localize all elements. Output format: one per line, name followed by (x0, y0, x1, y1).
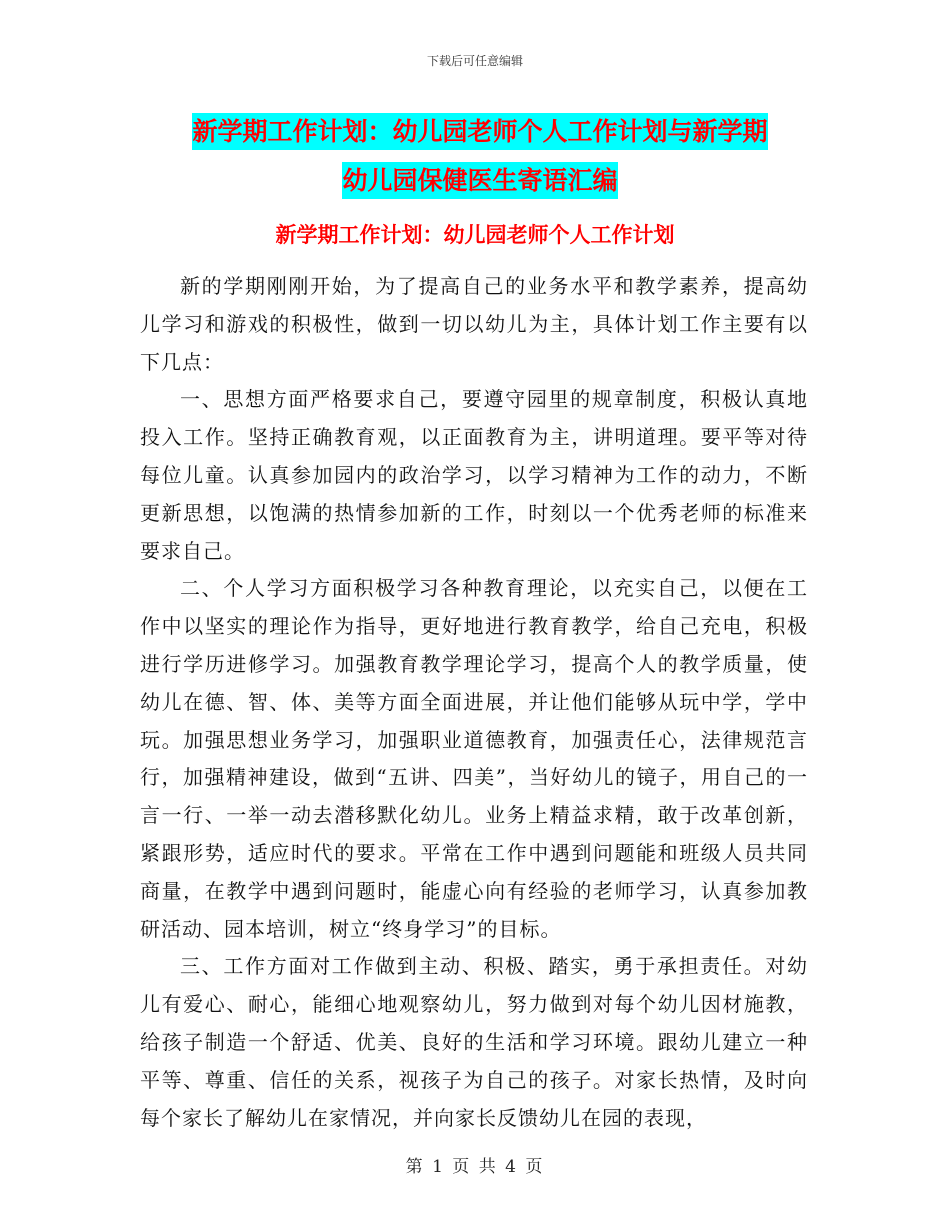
page-footer: 第 1 页 共 4 页 (405, 1157, 545, 1177)
paragraph-3: 三、工作方面对工作做到主动、积极、踏实，勇于承担责任。对幼儿有爱心、耐心，能细心地观察幼儿，努力做到对每个幼儿因材施教，给孩子制造一个舒适、优美、良好的生活和学习环境。跟幼儿建立一种平等、尊重、信任的关系，视孩子为自己的孩子。对家长热情，及时向每个家长了解幼儿在家情况，并向家长反馈幼儿在园的表现， (140, 954, 808, 1130)
document-title-line-1: 新学期工作计划：幼儿园老师个人工作计划与新学期 (192, 113, 767, 150)
paragraph-2: 二、个人学习方面积极学习各种教育理论，以充实自己，以便在工作中以坚实的理论作为指导，更好地进行教育教学，给自己充电，积极进行学历进修学习。加强教育教学理论学习，提高个人的教学质量，使幼儿在德、智、体、美等方面全面进展，并让他们能够从玩中学，学中玩。加强思想业务学习，加强职业道德教育，加强责任心，法律规范言行，加强精神建设，做到“五讲、四美”，当好幼儿的镜子，用自己的一言一行、一举一动去潜移默化幼儿。业务上精益求精，敢于改革创新，紧跟形势，适应时代的要求。平常在工作中遇到问题能和班级人员共同商量，在教学中遇到问题时，能虚心向有经验的老师学习，认真参加教研活动、园本培训，树立“终身学习”的目标。 (140, 576, 808, 941)
body-text (140, 268, 808, 1137)
paragraph-intro: 新的学期刚刚开始，为了提高自己的业务水平和教学素养，提高幼儿学习和游戏的积极性，做到一切以幼儿为主，具体计划工作主要有以下几点： (140, 274, 808, 374)
document-title-line-2: 幼儿园保健医生寄语汇编 (342, 162, 617, 199)
document-title (140, 107, 820, 205)
section-title: 新学期工作计划：幼儿园老师个人工作计划 (275, 223, 675, 247)
header-note: 下载后可任意编辑 (426, 54, 523, 68)
paragraph-1: 一、思想方面严格要求自己，要遵守园里的规章制度，积极认真地投入工作。坚持正确教育观，以正面教育为主，讲明道理。要平等对待每位儿童。认真参加园内的政治学习，以学习精神为工作的动力，不断更新思想，以饱满的热情参加新的工作，时刻以一个优秀老师的标准来要求自己。 (140, 387, 808, 563)
